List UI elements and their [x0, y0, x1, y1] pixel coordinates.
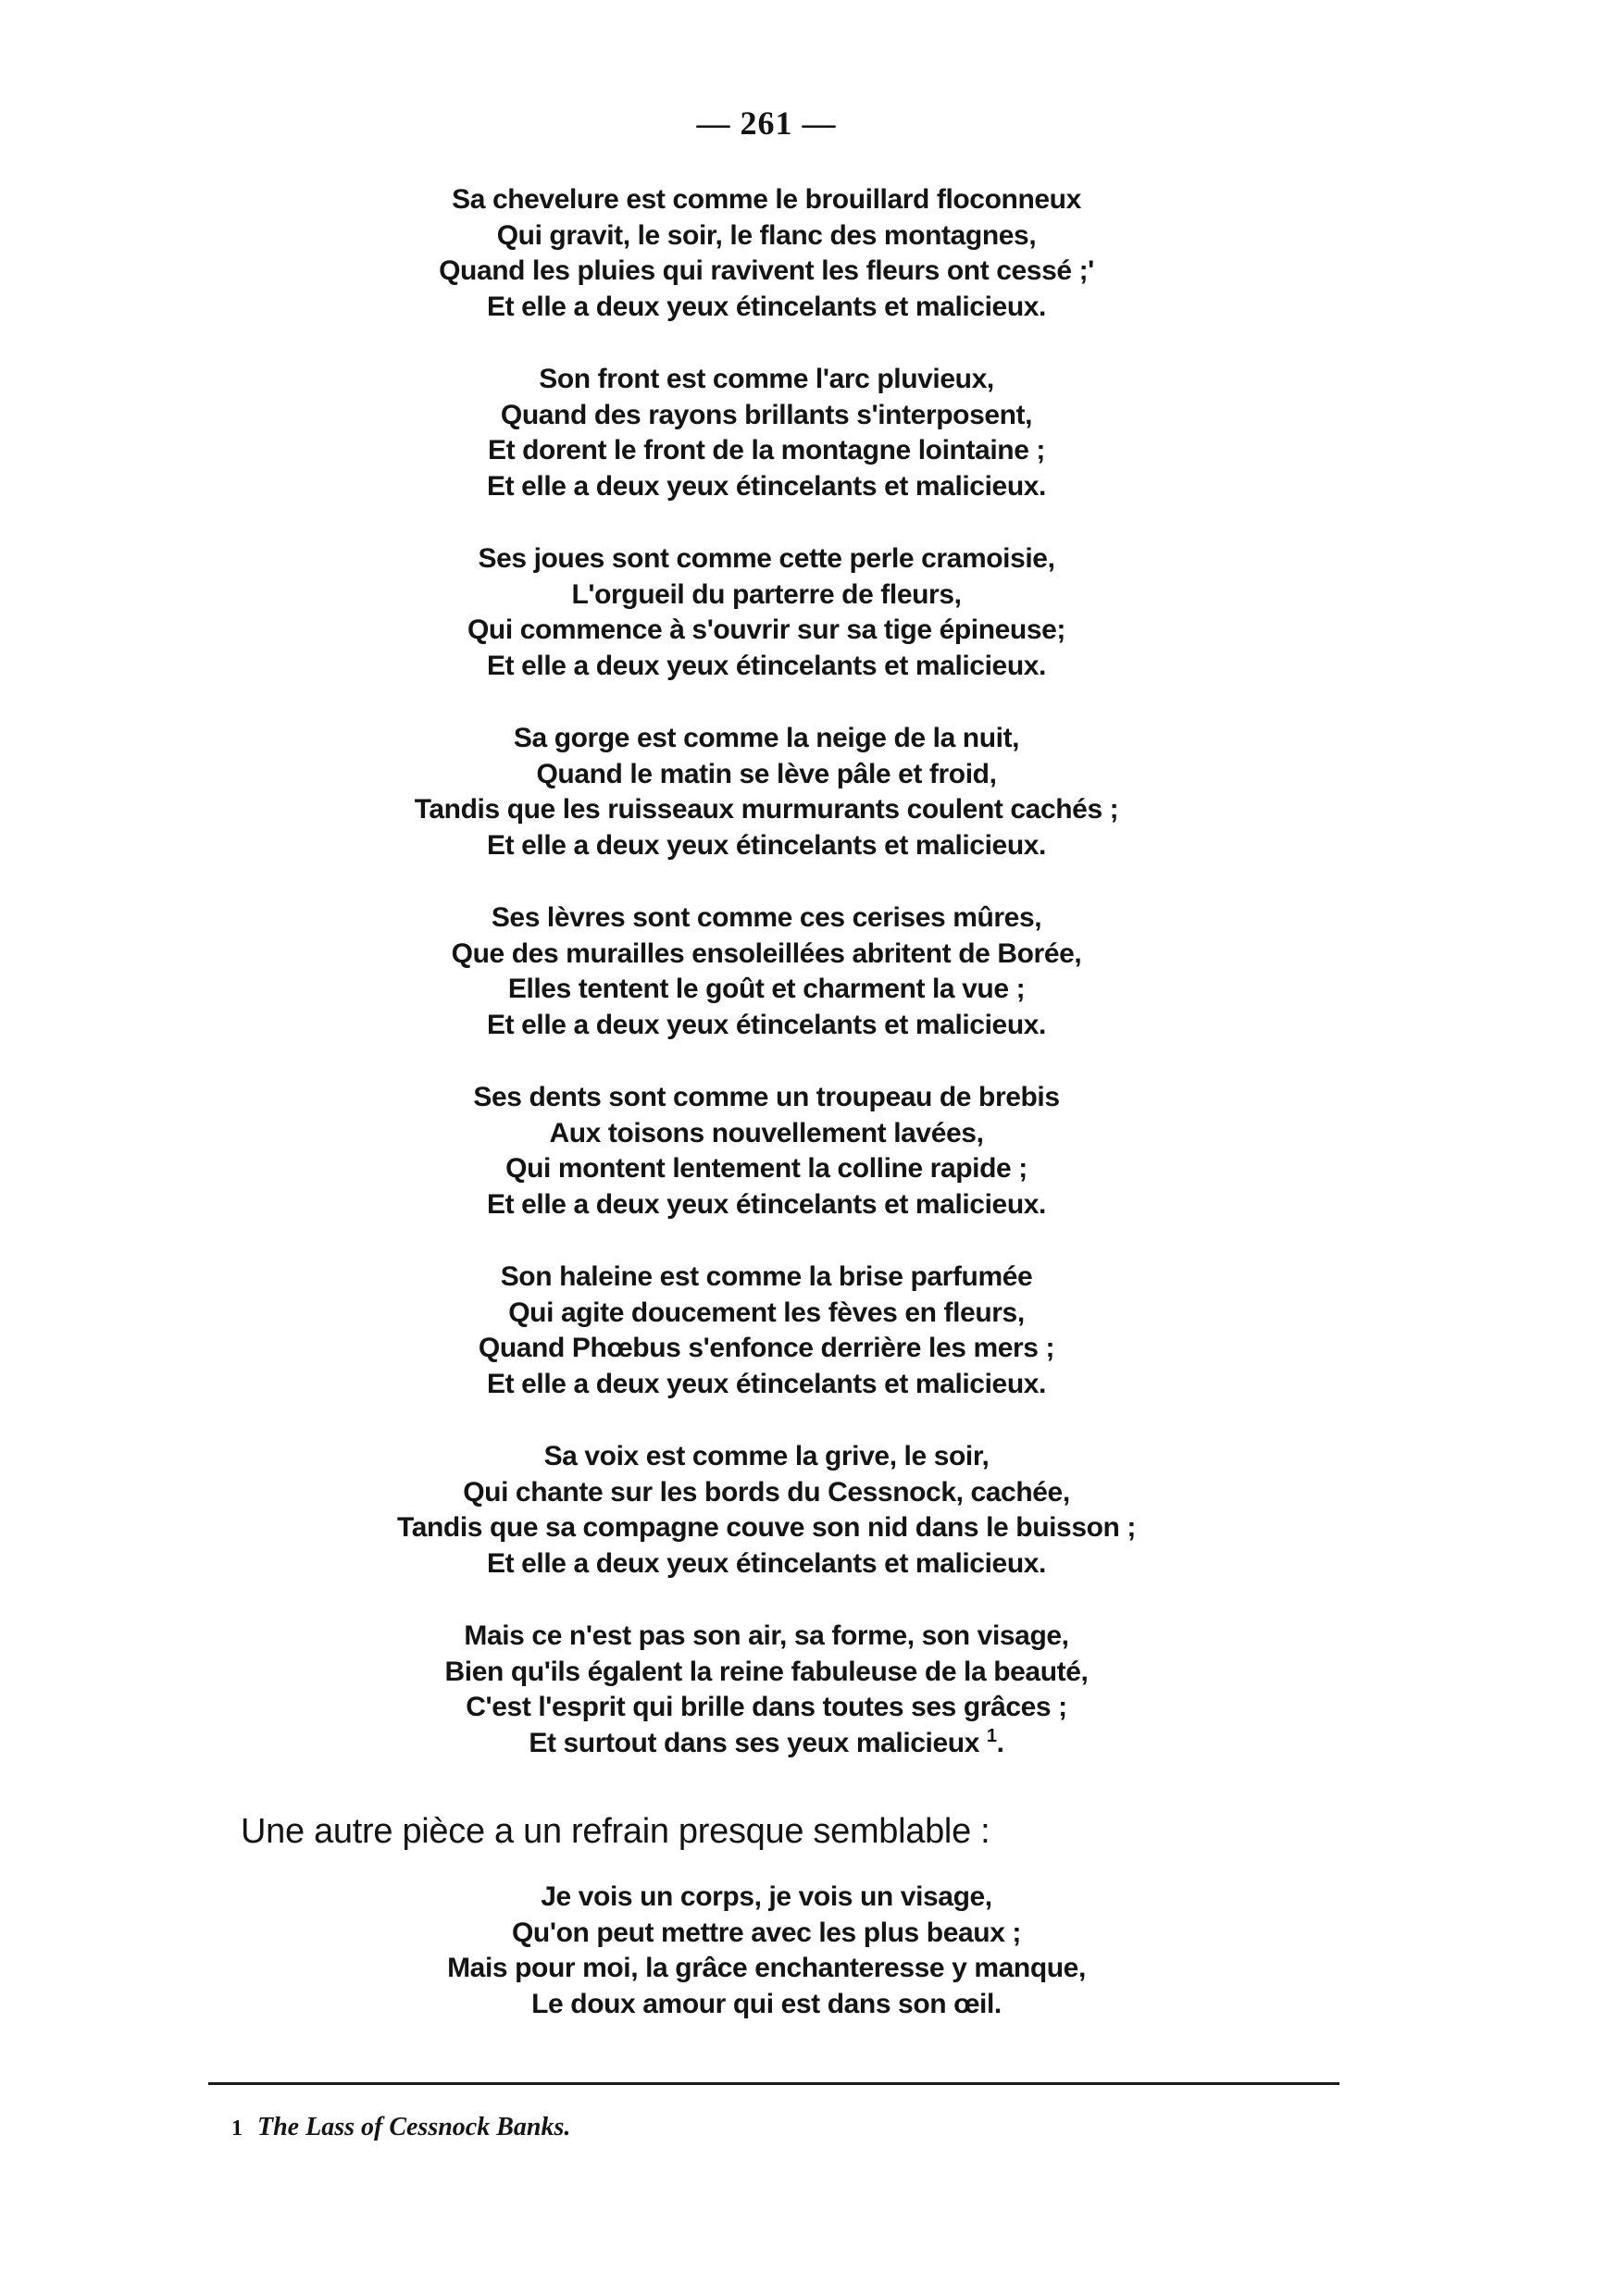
verse-line: Et elle a deux yeux étincelants et malicieux. [487, 470, 1046, 502]
stanza [0, 900, 1533, 1043]
verse-line: Je vois un corps, je vois un visage, [541, 1881, 992, 1912]
footnote [231, 2113, 570, 2142]
verse-line: Sa chevelure est comme le brouillard floconneux [452, 184, 1081, 215]
footnote-reference[interactable]: 1 [986, 1725, 997, 1746]
verse-line: Et dorent le front de la montagne lointaine ; [487, 435, 1046, 465]
verse-line: Qui chante sur les bords du Cessnock, cachée, [463, 1476, 1070, 1508]
verse-line: Tandis que sa compagne couve son nid dans le buisson ; [397, 1512, 1136, 1543]
verse-line: Tandis que les ruisseaux murmurants coulent cachés ; [414, 794, 1119, 825]
prose-paragraph: Une autre pièce a un refrain presque semblable : [241, 1812, 990, 1851]
verse-line: Quand des rayons brillants s'interposent, [500, 399, 1033, 430]
verse-line: Qui montent lentement la colline rapide ; [505, 1153, 1027, 1184]
verse-line: Et elle a deux yeux étincelants et malicieux. [487, 1188, 1046, 1220]
stanza [0, 1619, 1533, 1761]
verse-line: Aux toisons nouvellement lavées, [549, 1117, 984, 1148]
verse-line: Le doux amour qui est dans son œil. [531, 1988, 1002, 2019]
stanza [0, 1439, 1533, 1582]
verse-line: C'est l'esprit qui brille dans toutes ses grâces ; [466, 1692, 1067, 1722]
page-number: — 261 — [696, 105, 837, 142]
verse-line: Qu'on peut mettre avec les plus beaux ; [511, 1917, 1022, 1948]
verse-line: Mais pour moi, la grâce enchanteresse y manque, [447, 1953, 1086, 1983]
verse-line: Elles tentent le goût et charment la vue ; [507, 974, 1026, 1004]
stanza [0, 362, 1533, 504]
verse-line: Ses joues sont comme cette perle cramoisie, [478, 543, 1055, 574]
stanza [0, 1880, 1533, 2022]
verse-line: Sa gorge est comme la neige de la nuit, [513, 723, 1020, 753]
poem [0, 182, 1533, 1761]
verse-line: Mais ce n'est pas son air, sa forme, son visage, [464, 1620, 1069, 1651]
verse-line: Son front est comme l'arc pluvieux, [539, 364, 994, 394]
footnote-text: The Lass of Cessnock Banks. [257, 2113, 571, 2141]
footnote-divider [208, 2082, 1339, 2085]
verse-line-last [0, 1726, 1533, 1762]
stanza [0, 721, 1533, 863]
verse-line: L'orgueil du parterre de fleurs, [571, 578, 962, 610]
verse-line: Et elle a deux yeux étincelants et malicieux. [487, 650, 1046, 681]
verse-line: Et elle a deux yeux étincelants et malicieux. [487, 291, 1046, 322]
verse-line: Son haleine est comme la brise parfumée [500, 1261, 1033, 1292]
verse-line: Et elle a deux yeux étincelants et malicieux. [487, 1368, 1046, 1399]
verse-line: Sa voix est comme la grive, le soir, [543, 1441, 990, 1471]
footnote-mark: 1 [231, 2116, 243, 2141]
verse-line: Qui gravit, le soir, le flanc des montagnes, [496, 219, 1037, 251]
verse-line: Et elle a deux yeux étincelants et malicieux. [487, 829, 1046, 861]
stanza [0, 1260, 1533, 1402]
verse-line: Bien qu'ils égalent la reine fabuleuse de la beauté, [444, 1656, 1089, 1687]
stanza [0, 541, 1533, 684]
verse-line: Quand les pluies qui ravivent les fleurs ont cessé ;' [439, 255, 1094, 286]
verse-line: Quand Phœbus s'enfonce derrière les mers ; [478, 1333, 1055, 1363]
verse-line-punct: . [996, 1727, 1004, 1758]
verse-line: Et elle a deux yeux étincelants et malicieux. [487, 1009, 1046, 1040]
verse-line: Qui commence à s'ouvrir sur sa tige épineuse; [467, 614, 1066, 645]
verse-line-text: Et surtout dans ses yeux malicieux [529, 1727, 979, 1758]
verse-line: Que des murailles ensoleillées abritent de Borée, [451, 937, 1082, 969]
stanza [0, 1080, 1533, 1222]
stanza [0, 182, 1533, 325]
second-poem [0, 1880, 1533, 2022]
verse-line: Ses dents sont comme un troupeau de brebis [473, 1082, 1060, 1112]
verse-line: Quand le matin se lève pâle et froid, [536, 758, 997, 789]
verse-line: Ses lèvres sont comme ces cerises mûres, [491, 902, 1042, 933]
verse-line: Et elle a deux yeux étincelants et malicieux. [487, 1547, 1046, 1579]
verse-line: Qui agite doucement les fèves en fleurs, [508, 1297, 1025, 1328]
